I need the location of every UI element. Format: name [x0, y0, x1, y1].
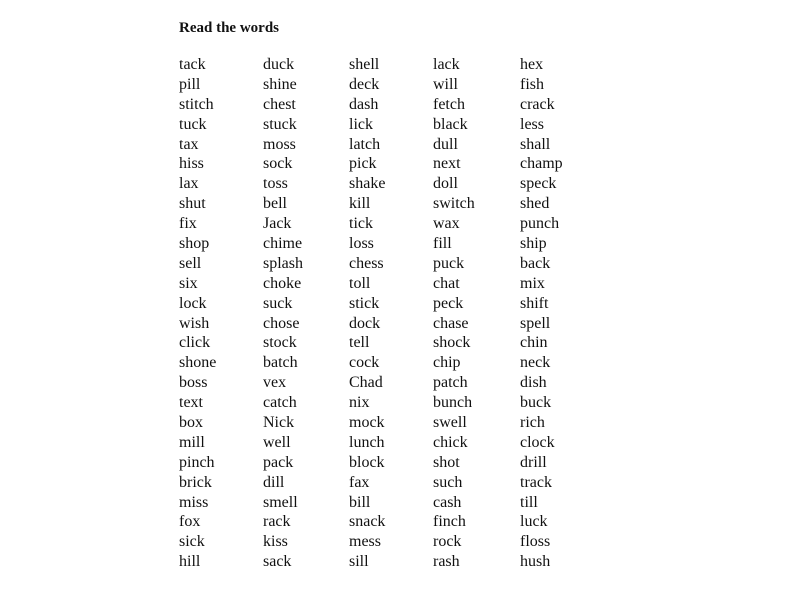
- word-item: shell: [349, 56, 380, 73]
- word-item: shock: [433, 334, 471, 352]
- word-item: back: [520, 254, 551, 272]
- word-item: clock: [520, 433, 555, 451]
- word-item: fox: [179, 513, 201, 531]
- word-item: stuck: [263, 115, 297, 133]
- word-item: tack: [179, 56, 206, 73]
- word-item: six: [179, 274, 198, 292]
- word-item: cock: [349, 354, 380, 372]
- word-item: splash: [263, 254, 303, 272]
- word-item: hiss: [179, 155, 204, 173]
- word-item: block: [349, 453, 385, 471]
- word-item: will: [433, 75, 458, 93]
- word-item: less: [520, 115, 544, 133]
- word-item: mill: [179, 433, 205, 451]
- word-item: track: [520, 473, 552, 491]
- word-item: vex: [263, 374, 287, 392]
- word-item: brick: [179, 473, 212, 491]
- word-item: hush: [520, 553, 551, 571]
- word-item: lax: [179, 175, 199, 193]
- word-item: spell: [520, 314, 551, 332]
- word-item: doll: [433, 175, 458, 193]
- word-item: hex: [520, 56, 544, 73]
- word-item: chime: [263, 235, 303, 253]
- word-item: shut: [179, 195, 206, 213]
- word-item: nix: [349, 394, 370, 412]
- word-item: dull: [433, 135, 458, 153]
- word-item: catch: [263, 394, 297, 412]
- word-item: tax: [179, 135, 199, 153]
- word-item: kiss: [263, 533, 288, 551]
- word-item: box: [179, 414, 203, 432]
- word-item: chess: [349, 254, 384, 272]
- word-item: crack: [520, 95, 555, 113]
- word-item: fill: [433, 235, 452, 253]
- word-item: shift: [520, 294, 549, 312]
- word-item: kill: [349, 195, 371, 213]
- word-item: chat: [433, 274, 460, 292]
- word-column-4: [433, 55, 520, 572]
- word-item: smell: [263, 493, 298, 511]
- word-item: neck: [520, 354, 551, 372]
- word-item: pinch: [179, 453, 215, 471]
- word-item: finch: [433, 513, 466, 531]
- word-item: puck: [433, 254, 465, 272]
- word-item: black: [433, 115, 468, 133]
- word-item: pack: [263, 453, 294, 471]
- word-item: shot: [433, 453, 460, 471]
- word-item: choke: [263, 274, 302, 292]
- word-item: drill: [520, 453, 547, 471]
- word-item: boss: [179, 374, 208, 392]
- word-item: fix: [179, 215, 197, 233]
- word-item: fetch: [433, 95, 465, 113]
- word-item: rash: [433, 553, 460, 571]
- word-item: dish: [520, 374, 547, 392]
- word-column-1: [179, 55, 263, 572]
- worksheet-title: Read the words: [179, 20, 279, 36]
- word-item: lunch: [349, 433, 385, 451]
- word-item: click: [179, 334, 211, 352]
- word-item: bill: [349, 493, 371, 511]
- word-item: chose: [263, 314, 300, 332]
- word-item: dill: [263, 473, 285, 491]
- word-item: floss: [520, 533, 551, 551]
- word-item: mock: [349, 414, 385, 432]
- word-item: miss: [179, 493, 209, 511]
- word-item: wish: [179, 314, 210, 332]
- word-item: well: [263, 433, 291, 451]
- word-item: fish: [520, 75, 544, 93]
- word-item: moss: [263, 135, 296, 153]
- word-item: rack: [263, 513, 291, 531]
- word-item: chip: [433, 354, 461, 372]
- word-columns: [179, 55, 600, 572]
- word-item: sack: [263, 553, 292, 571]
- word-item: latch: [349, 135, 381, 153]
- word-item: rock: [433, 533, 462, 551]
- word-item: stock: [263, 334, 297, 352]
- word-item: tell: [349, 334, 370, 352]
- word-column-5: [520, 55, 600, 572]
- word-item: chick: [433, 433, 468, 451]
- word-item: toss: [263, 175, 288, 193]
- word-item: Nick: [263, 414, 295, 432]
- word-item: tuck: [179, 115, 207, 133]
- word-item: sell: [179, 254, 202, 272]
- word-item: rich: [520, 414, 545, 432]
- word-item: sock: [263, 155, 293, 173]
- word-item: bunch: [433, 394, 473, 412]
- word-item: speck: [520, 175, 557, 193]
- word-item: shake: [349, 175, 386, 193]
- word-item: cash: [433, 493, 462, 511]
- word-item: ship: [520, 235, 547, 253]
- word-item: fax: [349, 473, 370, 491]
- word-item: champ: [520, 155, 563, 173]
- word-item: duck: [263, 56, 295, 73]
- word-item: dock: [349, 314, 381, 332]
- word-item: next: [433, 155, 461, 173]
- word-column-2: [263, 55, 349, 572]
- word-item: such: [433, 473, 463, 491]
- word-item: lick: [349, 115, 373, 133]
- word-item: mess: [349, 533, 381, 551]
- word-item: bell: [263, 195, 287, 213]
- word-item: pick: [349, 155, 377, 173]
- word-item: hill: [179, 553, 201, 571]
- word-item: toll: [349, 274, 371, 292]
- word-item: punch: [520, 215, 560, 233]
- word-item: chase: [433, 314, 469, 332]
- word-item: batch: [263, 354, 298, 372]
- word-item: suck: [263, 294, 293, 312]
- word-item: sill: [349, 553, 369, 571]
- word-item: chest: [263, 95, 296, 113]
- word-item: patch: [433, 374, 468, 392]
- word-item: snack: [349, 513, 386, 531]
- word-item: lack: [433, 56, 460, 73]
- word-item: lock: [179, 294, 207, 312]
- word-column-3: [349, 55, 433, 572]
- word-item: tick: [349, 215, 373, 233]
- word-item: stitch: [179, 95, 214, 113]
- word-item: buck: [520, 394, 552, 412]
- word-item: swell: [433, 414, 467, 432]
- word-item: shop: [179, 235, 210, 253]
- word-item: Jack: [263, 215, 292, 233]
- word-item: wax: [433, 215, 460, 233]
- word-item: mix: [520, 274, 545, 292]
- word-item: chin: [520, 334, 548, 352]
- word-item: shall: [520, 135, 551, 153]
- word-item: sick: [179, 533, 205, 551]
- word-item: stick: [349, 294, 380, 312]
- word-item: shed: [520, 195, 550, 213]
- word-item: deck: [349, 75, 380, 93]
- word-item: loss: [349, 235, 374, 253]
- word-item: pill: [179, 75, 201, 93]
- word-item: shone: [179, 354, 217, 372]
- word-item: shine: [263, 75, 297, 93]
- word-item: luck: [520, 513, 548, 531]
- word-item: text: [179, 394, 203, 412]
- word-item: Chad: [349, 374, 383, 392]
- word-item: switch: [433, 195, 475, 213]
- word-item: dash: [349, 95, 379, 113]
- word-item: peck: [433, 294, 464, 312]
- word-item: till: [520, 493, 538, 511]
